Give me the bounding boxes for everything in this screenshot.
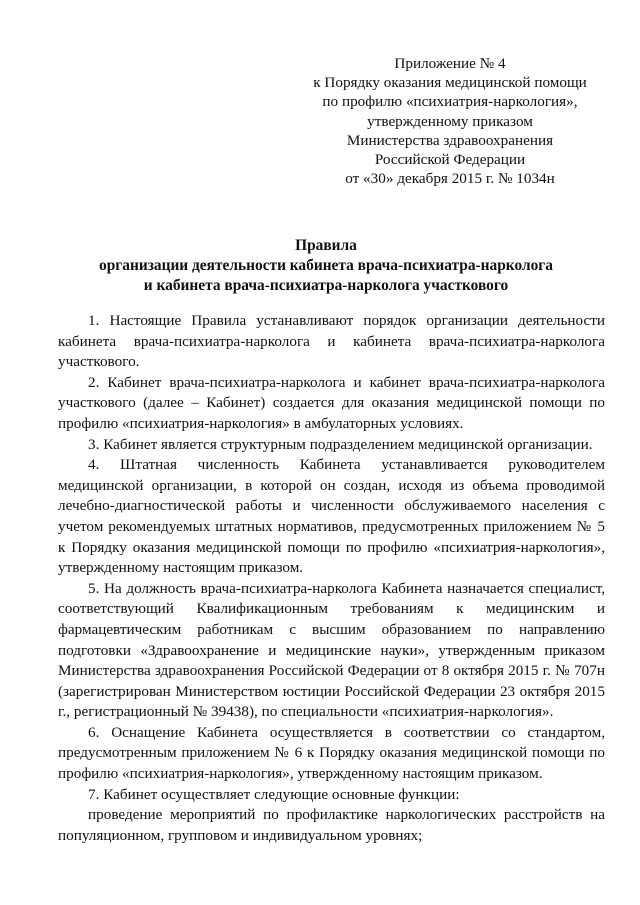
paragraph-1: 1. Настоящие Правила устанавливают порядок организации деятельности кабинета врача-психиатра-нарколога и кабинета врача-психиатра-нарколога участкового. [58,312,605,371]
title-line: и кабинета врача-психиатра-нарколога участкового [143,277,509,294]
appendix-line: Приложение № 4 [394,55,506,72]
document-body [58,311,605,846]
appendix-line: Министерства здравоохранения [346,131,554,149]
appendix-line: по профилю «психиатрия-наркология», [322,93,578,111]
paragraph-7: 7. Кабинет осуществляет следующие основные функции: [88,785,460,803]
title-line: организации деятельности кабинета врача-психиатра-нарколога [99,257,553,274]
title-line: Правила [295,237,357,254]
appendix-line: от «30» декабря 2015 г. № 1034н [345,170,555,188]
appendix-line: к Порядку оказания медицинской помощи [313,74,587,92]
paragraph-2: 2. Кабинет врача-психиатра-нарколога и кабинет врача-психиатра-нарколога участкового (далее – Кабинет) создается для оказания медицинской помощи по профилю «психиатрия-наркология» в амбулаторных условиях. [58,373,605,432]
paragraph-7-item-1: проведение мероприятий по профилактике наркологических расстройств на популяционном, групповом и индивидуальном уровнях; [58,806,605,844]
paragraph-4: 4. Штатная численность Кабинета устанавливается руководителем медицинской организации, в которой он создан, исходя из объема проводимой лечебно-диагностической работы и численности обслуживаемого населения с учетом рекомендуемых штатных нормативов, предусмотренных приложением № 5 к Порядку оказания медицинской помощи по профилю «психиатрия-наркология», утвержденному настоящим приказом. [58,456,605,577]
paragraph-3: 3. Кабинет является структурным подразделением медицинской организации. [88,435,593,453]
paragraph-6: 6. Оснащение Кабинета осуществляется в соответствии со стандартом, предусмотренным приложением № 6 к Порядку оказания медицинской помощи по профилю «психиатрия-наркология», утвержденному настоящим приказом. [58,723,605,783]
document-title [60,236,592,296]
appendix-line: Российской Федерации [374,151,526,169]
appendix-header [300,54,600,188]
appendix-line: утвержденному приказом [367,112,533,130]
paragraph-5: 5. На должность врача-психиатра-нарколога Кабинета назначается специалист, соответствующий Квалификационным требованиям к медицинским и фармацевтическим работникам с высшим образованием по направлению подготовки «Здравоохранение и медицинские науки», утвержденным приказом Министерства здравоохранения Российской Федерации от 8 октября 2015 г. № 707н (зарегистрирован Министерством юстиции Российской Федерации 23 октября 2015 г., регистрационный № 39438), по специальности «психиатрия-наркология». [58,579,605,721]
